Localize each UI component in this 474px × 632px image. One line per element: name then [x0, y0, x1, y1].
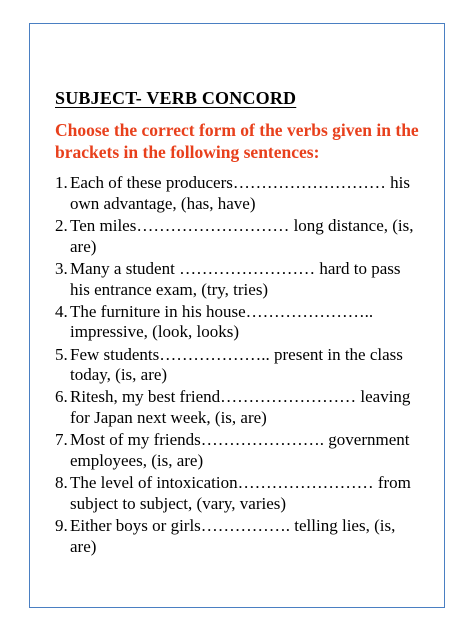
question-line: Ritesh, my best friend…………………… leaving	[70, 387, 411, 407]
question-item-7	[55, 430, 427, 472]
question-line: for Japan next week, (is, are)	[70, 408, 267, 428]
question-line: The level of intoxication…………………… from	[70, 473, 411, 493]
question-text	[70, 345, 427, 387]
question-line: today, (is, are)	[70, 365, 168, 385]
question-number: 4.	[55, 301, 68, 321]
question-number: 5.	[55, 344, 68, 364]
question-text	[70, 387, 427, 429]
question-line: are)	[70, 236, 97, 256]
question-line: Ten miles……………………… long distance, (is,	[70, 215, 414, 235]
question-text	[70, 516, 427, 558]
question-line: Many a student …………………… hard to pass	[70, 258, 401, 278]
question-text	[70, 473, 427, 515]
question-item-4	[55, 302, 427, 344]
question-text	[70, 173, 427, 215]
question-text	[70, 216, 427, 258]
question-text	[70, 302, 427, 344]
question-line: Each of these producers……………………… his	[70, 173, 410, 192]
question-item-9	[55, 516, 427, 558]
question-text	[70, 259, 427, 301]
question-number: 2.	[55, 215, 68, 235]
question-item-3	[55, 259, 427, 301]
question-item-6	[55, 387, 427, 429]
question-line: his entrance exam, (try, tries)	[70, 279, 269, 299]
question-number: 6.	[55, 387, 68, 407]
question-text	[70, 430, 427, 472]
question-line: Few students……………….. present in the class	[70, 344, 403, 364]
question-line: Most of my friends…………………. government	[70, 430, 410, 450]
question-number: 8.	[55, 473, 68, 493]
instruction-text: Choose the correct form of the verbs given in the brackets in the following sentences:	[55, 120, 419, 162]
question-line: subject to subject, (vary, varies)	[70, 494, 287, 514]
question-number: 3.	[55, 258, 68, 278]
question-number: 9.	[55, 516, 68, 536]
question-number: 7.	[55, 430, 68, 450]
question-line: Either boys or girls……………. telling lies, (is,	[70, 516, 396, 536]
question-line: own advantage, (has, have)	[70, 193, 256, 213]
question-item-8	[55, 473, 427, 515]
question-item-1	[55, 173, 427, 215]
question-item-2	[55, 216, 427, 258]
question-number: 1.	[55, 173, 68, 192]
question-line: impressive, (look, looks)	[70, 322, 240, 342]
question-item-5	[55, 345, 427, 387]
question-list	[55, 173, 427, 559]
question-line: employees, (is, are)	[70, 451, 204, 471]
worksheet-title: SUBJECT- VERB CONCORD	[55, 88, 297, 108]
question-line: The furniture in his house…………………..	[70, 301, 374, 321]
question-line: are)	[70, 536, 97, 556]
